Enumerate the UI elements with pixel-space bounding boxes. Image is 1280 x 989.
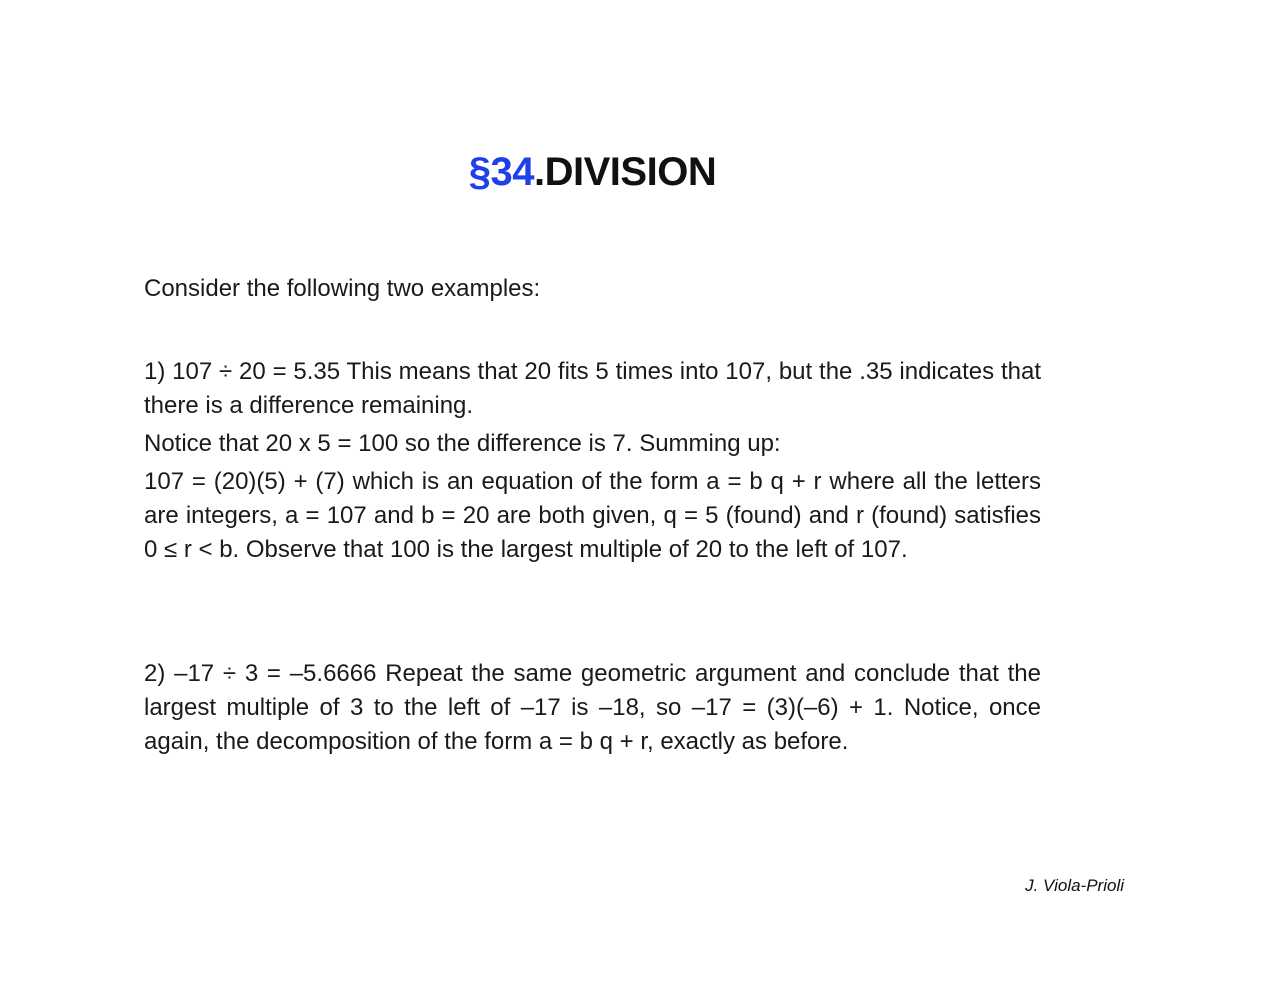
example-1-notice: Notice that 20 x 5 = 100 so the difference is 7. Summing up: [144, 430, 781, 457]
page-title [0, 150, 1185, 195]
example-2-text: 2) –17 ÷ 3 = –5.6666 Repeat the same geometric argument and conclude that the largest multiple of 3 to the left of –17 is –18, so –17 = (3)(–6) + 1. Notice, once again, the decomposition of the form a = b q + r, exactly as before. [144, 660, 1041, 755]
example-1 [144, 355, 1041, 567]
example-1-statement: 1) 107 ÷ 20 = 5.35 This means that 20 fits 5 times into 107, but the .35 indicates that there is a difference remaining. [144, 358, 1041, 419]
intro-block [144, 272, 1041, 306]
example-2 [144, 657, 1041, 759]
section-number: §34 [468, 150, 535, 194]
example-1-equation: 107 = (20)(5) + (7) which is an equation of the form a = b q + r where all the letters are integers, a = 107 and b = 20 are both given, q = 5 (found) and r (found) satisfies 0 ≤ r < b. Observe that 100 is the largest multiple of 20 to the left of 107. [144, 468, 1041, 563]
author-signature: J. Viola-Prioli [1025, 876, 1124, 895]
section-name: .DIVISION [534, 150, 717, 194]
intro-text: Consider the following two examples: [144, 275, 541, 302]
